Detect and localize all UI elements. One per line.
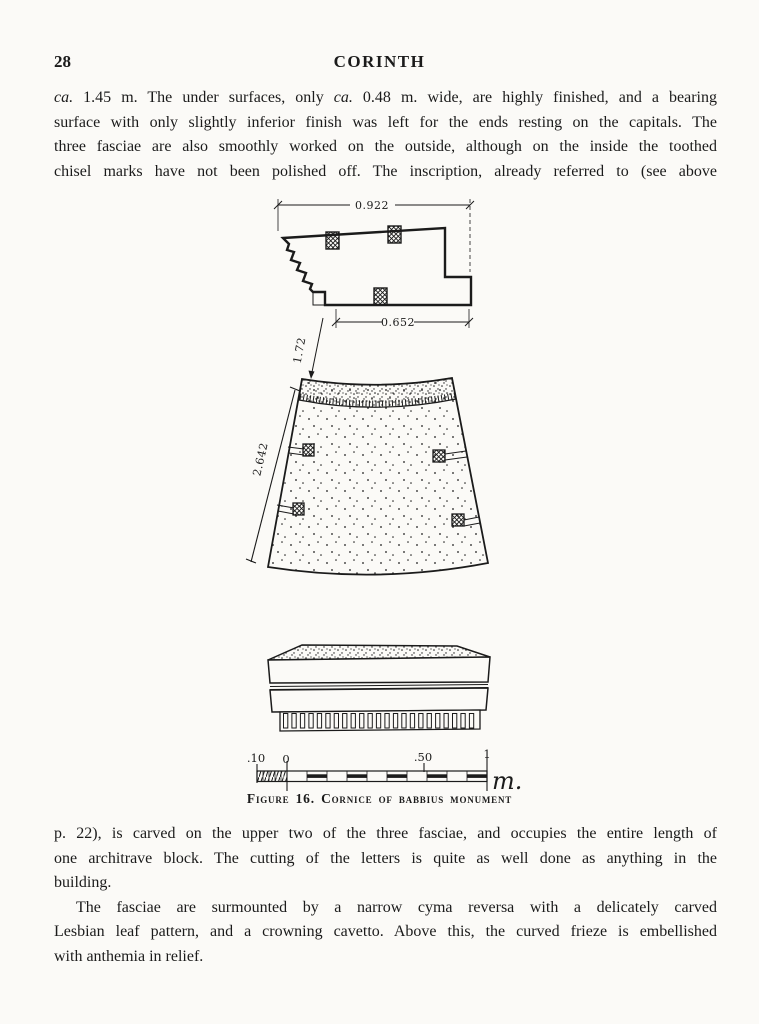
bottom-paragraph-1 xyxy=(54,822,717,896)
bottom-paragraphs xyxy=(54,822,717,970)
text-line: three fasciae are also smoothly worked on the outside, although on the inside the toothed xyxy=(54,138,717,156)
text-line: The fasciae are surmounted by a narrow cyma reversa with a delicately carved xyxy=(76,898,717,916)
text-line: p. 22), is carved on the upper two of the three fasciae, and occupies the entire length of xyxy=(54,825,717,842)
text-line: building. xyxy=(54,874,112,892)
plan-dim-top-label: 0.922 xyxy=(355,199,389,212)
elevation-upper-fascia xyxy=(268,657,490,683)
dimension-leader xyxy=(309,318,324,379)
scale-bar-outline xyxy=(257,771,487,782)
plan-view xyxy=(274,199,474,379)
figure-16-drawing xyxy=(235,195,530,795)
text-line: Lesbian leaf pattern, and a crowning cavetto. Above this, the curved frieze is embellished xyxy=(54,923,717,941)
top-paragraph xyxy=(54,86,717,184)
scale-label-10: .10 xyxy=(246,751,266,765)
scale-label-50: .50 xyxy=(413,750,433,764)
text-line: with anthemia in relief. xyxy=(54,947,204,965)
clamp-hole xyxy=(388,226,401,243)
figure-caption: Figure 16. Cornice of babbius monument xyxy=(246,791,513,806)
clamp-hole xyxy=(326,232,339,249)
scale-bar-hatched-cell xyxy=(257,771,287,782)
clamp-hole xyxy=(374,288,387,305)
text-line: one architrave block. The cutting of the letters is quite as well done as anything in the xyxy=(54,849,717,867)
scale-bar xyxy=(247,747,523,795)
page-number: 28 xyxy=(54,52,71,71)
running-header: CORINTH xyxy=(333,52,426,71)
scale-label-1: 1 xyxy=(483,747,491,761)
cornice-elevation-view xyxy=(268,645,490,731)
scale-segment-band xyxy=(467,774,487,778)
plan-dim-bottom-label: 0.652 xyxy=(381,316,415,329)
text-line: chisel marks have not been polished off. The inscription, already referred to (see above xyxy=(54,162,717,180)
elevation-fillet-line xyxy=(270,685,488,687)
elevation-lower-fascia xyxy=(270,688,488,712)
curved-soffit-view xyxy=(246,378,488,575)
scale-segment-band xyxy=(307,774,327,778)
plan-dim-leader-label: 1.72 xyxy=(290,336,309,365)
plan-corner-notch xyxy=(313,292,325,305)
text-line: ca. 1.45 m. The under surfaces, only ca. 0.48 m. wide, are highly finished, and a bearing xyxy=(54,89,717,106)
scale-unit-label: m. xyxy=(492,767,523,795)
soffit-dim-label: 2.642 xyxy=(250,441,271,478)
scale-segment-band xyxy=(347,774,367,778)
scale-label-0: 0 xyxy=(282,752,290,766)
scale-segment-band xyxy=(387,774,407,778)
scale-segment-band xyxy=(427,774,447,778)
bottom-paragraph-2 xyxy=(54,896,717,970)
text-line: surface with only slightly inferior finish was left for the ends resting on the capitals. The xyxy=(54,113,717,131)
